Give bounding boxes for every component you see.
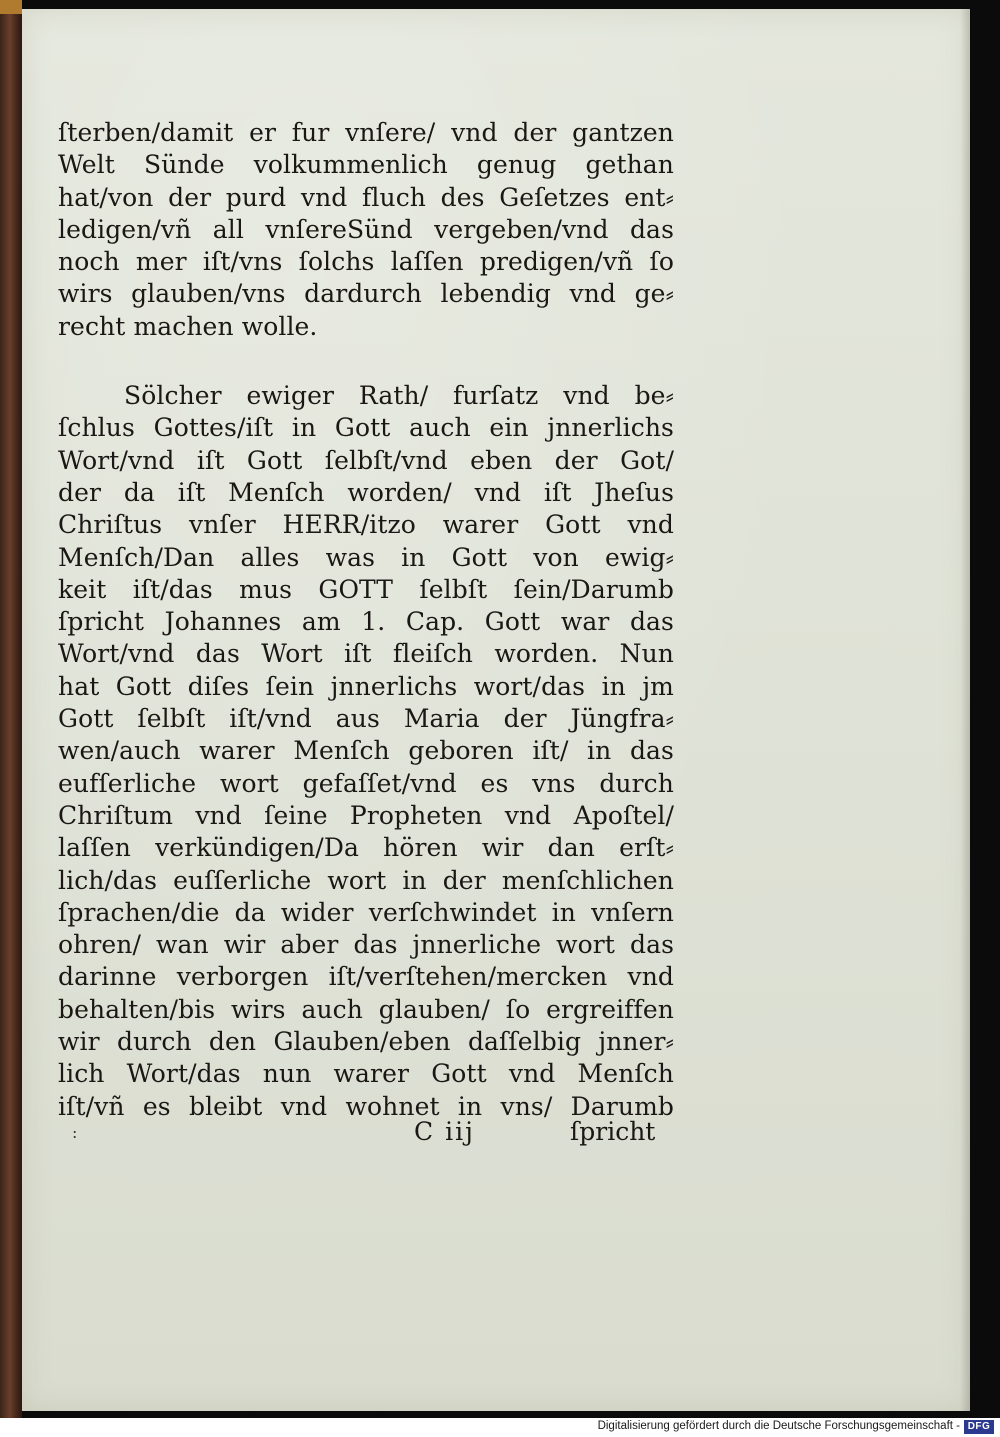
scanned-page: [22, 9, 970, 1411]
funding-credit: Digitalisierung gefördert durch die Deutsche Forschungsgemeinschaft -: [597, 1420, 960, 1432]
text-line: behalten/bis wirs auch glauben/ ſo ergreiffen: [58, 994, 674, 1024]
text-line: eufſerliche wort gefaſſet/vnd es vns durch: [58, 768, 674, 798]
text-line: wen/auch warer Menſch geboren iſt/ in das: [58, 736, 674, 766]
text-line: hat Gott diſes ſein jnnerlichs wort/das in jm: [58, 671, 674, 701]
paragraph-gap: [58, 343, 674, 380]
text-line: der da iſt Menſch worden/ vnd iſt Jheſus: [58, 477, 674, 507]
text-line: wir durch den Glauben/eben daſſelbig jnner⸗: [58, 1027, 674, 1057]
text-line: recht machen wolle.: [58, 311, 318, 341]
text-line: Chriſtum vnd ſeine Propheten vnd Apoſtel/: [58, 800, 674, 830]
text-line: iſt/vñ es bleibt vnd wohnet in vns/ Darumb: [58, 1091, 674, 1121]
text-line: ſpricht Johannes am 1. Cap. Gott war das: [58, 607, 674, 637]
text-line: Gott ſelbſt iſt/vnd aus Maria der Jüngfra⸗: [58, 704, 674, 734]
text-line: Chriſtus vnſer HERR/itzo warer Gott vnd: [58, 510, 674, 540]
book-binding-edge: [0, 0, 22, 1418]
text-line: Wort/vnd iſt Gott ſelbſt/vnd eben der Got/: [58, 445, 674, 475]
page-gutter-shadow: [960, 9, 970, 1411]
text-line: ledigen/vñ all vnſereSünd vergeben/vnd das: [58, 214, 674, 244]
text-line: Menſch/Dan alles was in Gott von ewig⸗: [58, 542, 674, 572]
footer-bar: [0, 1418, 1000, 1437]
text-line: lich Wort/das nun warer Gott vnd Menſch: [58, 1059, 674, 1089]
margin-mark: :: [72, 1123, 78, 1142]
text-line: Welt Sünde volkummenlich genug gethan: [58, 150, 674, 180]
text-line: ſprachen/die da wider verſchwindet in vnſern: [58, 897, 674, 927]
text-line: keit iſt/das mus GOTT ſelbſt ſein/Darumb: [58, 574, 674, 604]
catchword: ſpricht: [570, 1117, 656, 1146]
page-text-block: [58, 117, 674, 1123]
text-line: ſterben/damit er fur vnſere/ vnd der gantzen: [58, 118, 674, 147]
dfg-logo-icon: DFG: [964, 1420, 994, 1434]
text-line: noch mer iſt/vns ſolchs laſſen predigen/vñ ſo: [58, 247, 674, 277]
text-line: lich/das euſſerliche wort in der menſchlichen: [58, 865, 674, 895]
text-line: ſchlus Gottes/iſt in Gott auch ein jnnerlichs: [58, 413, 674, 443]
text-line: ohren/ wan wir aber das jnnerliche wort das: [58, 930, 674, 960]
text-line: wirs glauben/vns dardurch lebendig vnd ge⸗: [58, 279, 674, 309]
text-line: laſſen verkündigen/Da hören wir dan erſt⸗: [58, 833, 674, 863]
text-line: hat/von der purd vnd fluch des Geſetzes ent⸗: [58, 182, 674, 212]
text-line: Wort/vnd das Wort iſt fleiſch worden. Nun: [58, 639, 674, 669]
text-line: Sölcher ewiger Rath/ furſatz vnd be⸗: [124, 381, 674, 411]
text-line: darinne verborgen iſt/verſtehen/mercken vnd: [58, 962, 674, 992]
signature-mark: C iij: [414, 1117, 475, 1146]
signature-row: [58, 1113, 674, 1153]
